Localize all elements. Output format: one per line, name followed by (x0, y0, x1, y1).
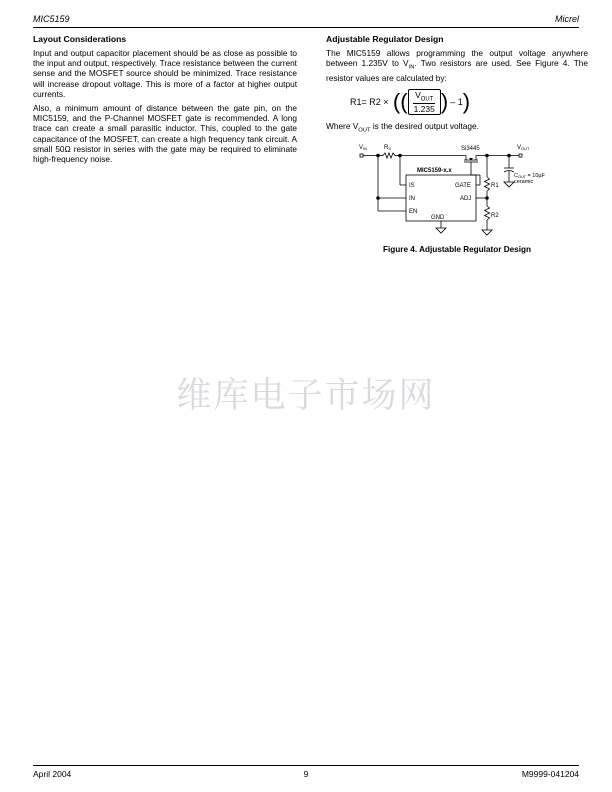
footer-rule (33, 765, 579, 766)
r2-label: R2 (491, 213, 499, 219)
rs-resistor (383, 153, 395, 158)
section-heading-layout: Layout Considerations (33, 34, 127, 44)
equation-fraction: $\frac{V_{OUT}}{1.235}$ (413, 90, 435, 114)
left-column (33, 34, 297, 168)
paragraph-adjustable-intro: The MIC5159 allows programming the output voltage anywhere between 1.235V to $V_{IN}$. Two resistors are used. See Figure 4. The resistor values are calculated by: (326, 48, 588, 84)
paragraph-layout-2: Also, a minimum amount of distance between the gate pin, on the MIC5159, and the P-Channel MOSFET gate is recommended. A long trace can create a small parasitic inductor. This, coupled to the gate capacitance of the MOSFET, can create a high frequency tank circuit. A small 50Ω resistor in series with the gate may be required to eliminate high-frequency noise. (33, 103, 297, 165)
figure-caption: Figure 4. Adjustable Regulator Design (382, 245, 531, 254)
pin-en: EN (409, 209, 418, 215)
footer-date: April 2004 (33, 769, 72, 779)
mosfet-label: Si3445 (461, 146, 480, 152)
section-heading-adjustable: Adjustable Regulator Design (326, 34, 444, 44)
r2-ground-symbol (482, 230, 492, 235)
cout-type-label: ceramic (514, 179, 534, 185)
footer-document-id: M9999-041204 (521, 769, 579, 779)
vin-label: VIN (359, 145, 368, 151)
rs-label: RS (384, 145, 392, 151)
equation-lhs: R1= R2 × (350, 97, 389, 108)
r1-resistor (485, 177, 490, 191)
resistor-equation: R1= R2 × ( ( $\frac{V_{OUT}}{1.235}$ ) – 1 ) (350, 89, 471, 115)
watermark: 维库电子市场网 (176, 376, 436, 416)
vout-label: VOUT (517, 145, 530, 151)
footer-page-number: 9 (303, 769, 309, 779)
running-header-company: Micrel (555, 14, 579, 24)
pin-in: IN (409, 196, 415, 202)
cout-ground-symbol (504, 182, 514, 187)
pin-gnd: GND (431, 215, 445, 221)
vout-terminal (519, 154, 522, 157)
regulator-circuit-diagram (340, 142, 580, 242)
header-rule (33, 27, 579, 28)
pin-gate: GATE (455, 183, 471, 189)
pin-adj: ADJ (460, 196, 472, 202)
paragraph-layout-1: Input and output capacitor placement should be as close as possible to the input and output, respectively. Trace resistance between the current sense and the MOSFET source should be minimized. Trace resistance will increase dropout voltage. This is more of a factor at higher output currents. (33, 48, 297, 99)
vin-terminal (360, 154, 363, 157)
right-column (326, 34, 588, 140)
mosfet-symbol (464, 156, 478, 176)
chip-label: MIC5159-x.x (417, 168, 452, 174)
r1-label: R1 (491, 183, 499, 189)
running-header-part-number: MIC5159 (33, 14, 70, 24)
pin-is: IS (409, 183, 415, 189)
cout-label: COUT = 10µF (514, 173, 545, 179)
chip-ground-symbol (436, 228, 446, 233)
paragraph-where: Where $V_{OUT}$ is the desired output voltage. (326, 120, 479, 134)
equation-minus-one: – 1 (450, 97, 463, 108)
r2-resistor (485, 206, 490, 220)
